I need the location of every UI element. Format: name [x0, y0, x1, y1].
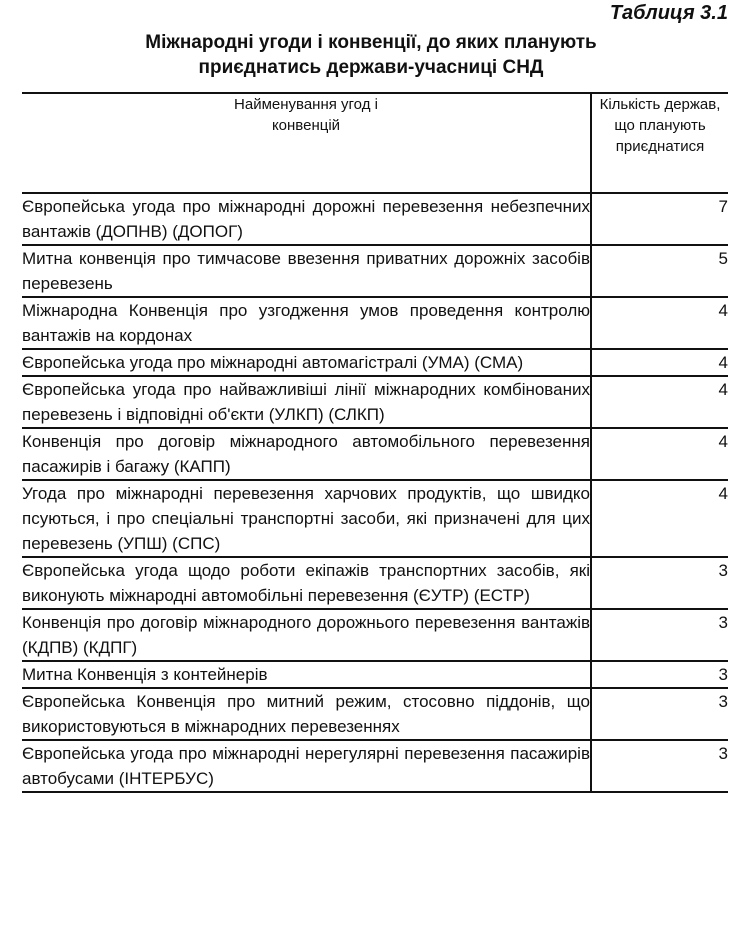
row-count: 4	[591, 480, 728, 557]
row-name: Європейська Конвенція про митний режим, стосовно піддонів, що використовуються в міжнародних перевезеннях	[22, 688, 591, 740]
row-name: Митна конвенція про тимчасове ввезення приватних дорожніх засобів перевезень	[22, 245, 591, 297]
table-row	[22, 193, 728, 245]
table-row	[22, 376, 728, 428]
header-name: Найменування угод і конвенцій	[22, 93, 591, 193]
row-count: 3	[591, 688, 728, 740]
row-name: Європейська угода щодо роботи екіпажів транспортних засобів, які виконують міжнародні автомобільні перевезення (ЄУТР) (ЕСТР)	[22, 557, 591, 609]
row-count: 3	[591, 740, 728, 792]
row-name: Конвенція про договір міжнародного автомобільного перевезення пасажирів і багажу (КАПП)	[22, 428, 591, 480]
row-count: 5	[591, 245, 728, 297]
table-header-row	[22, 93, 728, 193]
table-row	[22, 688, 728, 740]
conventions-table	[22, 92, 728, 793]
table-row	[22, 480, 728, 557]
table-row	[22, 609, 728, 661]
table-row	[22, 661, 728, 688]
row-count: 4	[591, 376, 728, 428]
row-name: Європейська угода про міжнародні автомагістралі (УМА) (СМА)	[22, 349, 591, 376]
row-count: 4	[591, 297, 728, 349]
row-name: Угода про міжнародні перевезення харчових продуктів, що швидко псуються, і про спеціальні транспортні засоби, які призначені для цих перевезень (УПШ) (СПС)	[22, 480, 591, 557]
header-count: Кількість держав, що планують приєднатися	[591, 93, 728, 193]
page-title-line-1: Міжнародні угоди і конвенції, до яких планують	[145, 32, 597, 53]
table-number: Таблиця 3.1	[609, 2, 728, 24]
row-name: Конвенція про договір міжнародного дорожнього перевезення вантажів (КДПВ) (КДПГ)	[22, 609, 591, 661]
row-count: 4	[591, 428, 728, 480]
row-name: Європейська угода про міжнародні дорожні перевезення небезпечних вантажів (ДОПНВ) (ДОПОГ)	[22, 193, 591, 245]
table-row	[22, 349, 728, 376]
table-row	[22, 428, 728, 480]
row-count: 4	[591, 349, 728, 376]
page-title	[0, 30, 742, 80]
row-count: 3	[591, 609, 728, 661]
row-name: Митна Конвенція з контейнерів	[22, 661, 591, 688]
row-name: Міжнародна Конвенція про узгодження умов проведення контролю вантажів на кордонах	[22, 297, 591, 349]
row-name: Європейська угода про міжнародні нерегулярні перевезення пасажирів автобусами (ІНТЕРБУС)	[22, 740, 591, 792]
table-row	[22, 297, 728, 349]
row-count: 3	[591, 661, 728, 688]
table-row	[22, 245, 728, 297]
row-count: 7	[591, 193, 728, 245]
page-title-line-2: приєднатись держави-учасниці СНД	[198, 57, 544, 78]
row-name: Європейська угода про найважливіші лінії міжнародних комбінованих перевезень і відповідні об'єкти (УЛКП) (СЛКП)	[22, 376, 591, 428]
row-count: 3	[591, 557, 728, 609]
table-row	[22, 740, 728, 792]
table-row	[22, 557, 728, 609]
